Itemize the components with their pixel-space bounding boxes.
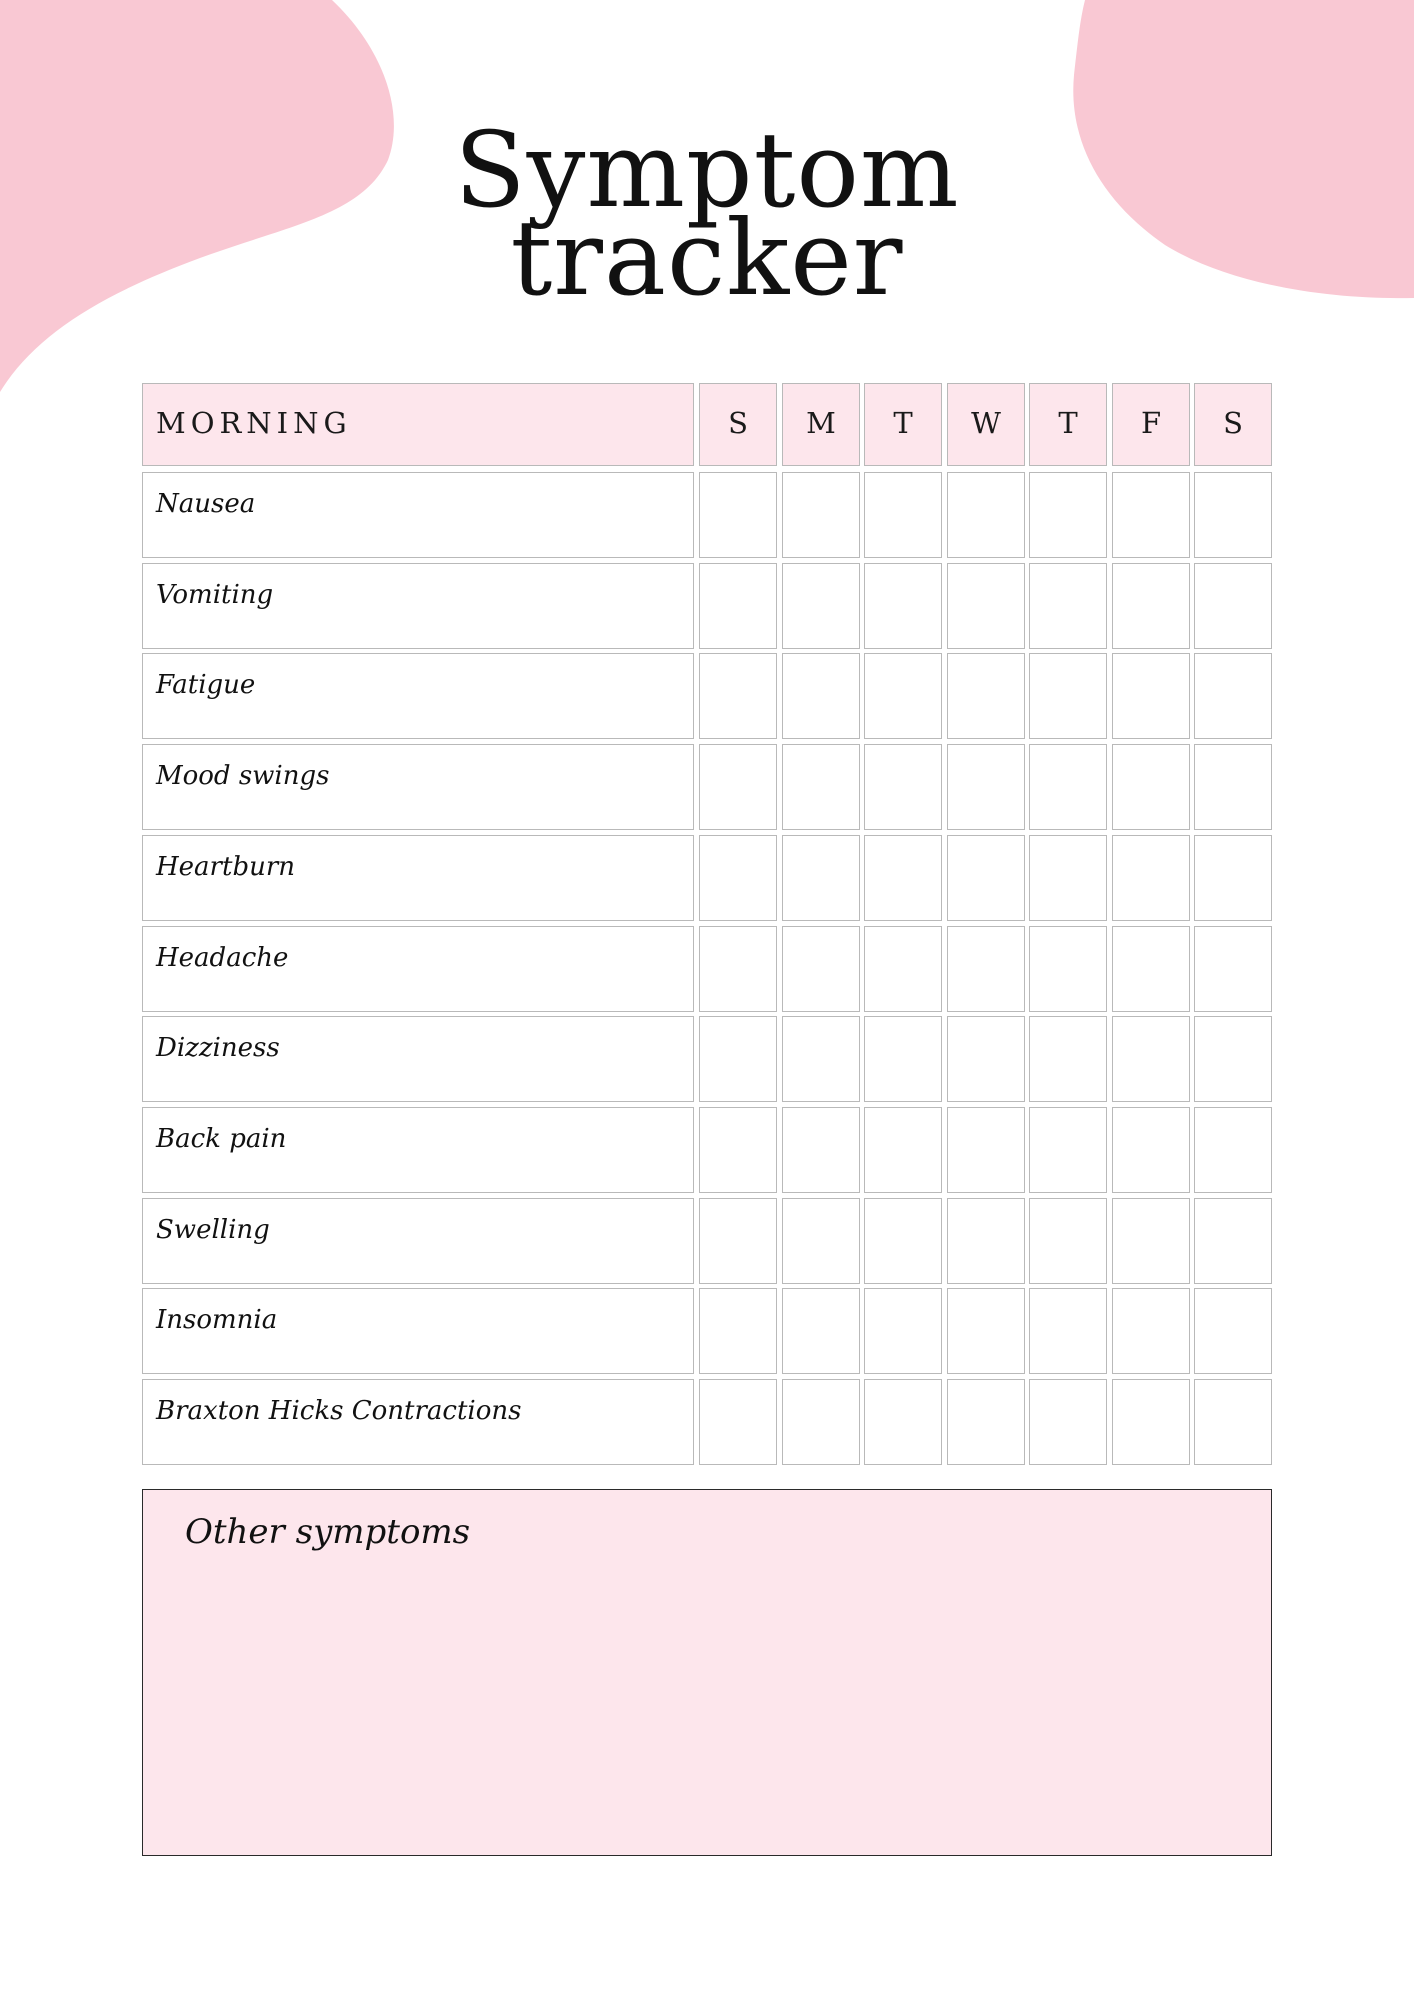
symptom-check-cell[interactable] [947, 1107, 1025, 1193]
symptom-check-cell[interactable] [1194, 1288, 1272, 1374]
symptom-check-cell[interactable] [1194, 563, 1272, 649]
symptom-check-cell[interactable] [864, 1379, 942, 1465]
symptom-check-cell[interactable] [1029, 1016, 1107, 1102]
symptom-check-cell[interactable] [699, 563, 777, 649]
symptom-check-cell[interactable] [1112, 653, 1190, 739]
symptom-check-cell[interactable] [1194, 1379, 1272, 1465]
symptom-check-cell[interactable] [864, 653, 942, 739]
symptom-check-cell[interactable] [947, 1016, 1025, 1102]
symptom-check-cell[interactable] [699, 744, 777, 830]
day-header-label: T [1058, 406, 1078, 440]
symptom-label-cell [142, 744, 694, 830]
symptom-check-cell[interactable] [947, 653, 1025, 739]
other-symptoms-box[interactable] [142, 1489, 1272, 1856]
day-header-label: W [971, 406, 1001, 440]
symptom-check-cell[interactable] [1194, 1107, 1272, 1193]
day-header-cell [1112, 383, 1190, 466]
symptom-label: Braxton Hicks Contractions [156, 1396, 522, 1426]
symptom-check-cell[interactable] [699, 1107, 777, 1193]
symptom-check-cell[interactable] [1029, 744, 1107, 830]
symptom-label: Heartburn [156, 852, 296, 882]
symptom-label-cell [142, 1016, 694, 1102]
day-header-cell [1029, 383, 1107, 466]
header-morning-label: MORNING [156, 406, 352, 440]
other-symptoms-label: Other symptoms [185, 1512, 471, 1552]
symptom-check-cell[interactable] [1029, 653, 1107, 739]
symptom-check-cell[interactable] [782, 744, 860, 830]
page-title-line-1: Symptom [454, 109, 960, 231]
page-title-line-2: tracker [510, 197, 904, 319]
symptom-check-cell[interactable] [1029, 1107, 1107, 1193]
symptom-check-cell[interactable] [947, 1288, 1025, 1374]
symptom-label: Vomiting [156, 580, 274, 610]
symptom-check-cell[interactable] [947, 563, 1025, 649]
symptom-check-cell[interactable] [699, 1198, 777, 1284]
symptom-check-cell[interactable] [1194, 926, 1272, 1012]
symptom-check-cell[interactable] [864, 926, 942, 1012]
symptom-label-cell [142, 1379, 694, 1465]
symptom-check-cell[interactable] [782, 926, 860, 1012]
symptom-check-cell[interactable] [864, 835, 942, 921]
symptom-check-cell[interactable] [1194, 1016, 1272, 1102]
symptom-check-cell[interactable] [1029, 835, 1107, 921]
symptom-check-cell[interactable] [782, 1198, 860, 1284]
symptom-check-cell[interactable] [699, 926, 777, 1012]
symptom-check-cell[interactable] [699, 472, 777, 558]
symptom-check-cell[interactable] [1194, 1198, 1272, 1284]
symptom-check-cell[interactable] [947, 1198, 1025, 1284]
symptom-label-cell [142, 1288, 694, 1374]
symptom-check-cell[interactable] [1112, 1016, 1190, 1102]
symptom-check-cell[interactable] [1029, 1198, 1107, 1284]
symptom-label: Dizziness [156, 1033, 280, 1063]
symptom-check-cell[interactable] [864, 1288, 942, 1374]
symptom-check-cell[interactable] [699, 1288, 777, 1374]
symptom-check-cell[interactable] [1112, 1198, 1190, 1284]
symptom-check-cell[interactable] [699, 835, 777, 921]
day-header-label: F [1140, 406, 1162, 440]
symptom-check-cell[interactable] [1029, 926, 1107, 1012]
symptom-check-cell[interactable] [864, 563, 942, 649]
symptom-check-cell[interactable] [1112, 926, 1190, 1012]
symptom-label-cell [142, 563, 694, 649]
symptom-check-cell[interactable] [864, 1107, 942, 1193]
symptom-check-cell[interactable] [947, 744, 1025, 830]
symptom-check-cell[interactable] [782, 1288, 860, 1374]
symptom-label-cell [142, 835, 694, 921]
header-morning-cell [142, 383, 694, 466]
symptom-check-cell[interactable] [1194, 835, 1272, 921]
symptom-check-cell[interactable] [1112, 563, 1190, 649]
symptom-check-cell[interactable] [782, 1379, 860, 1465]
symptom-check-cell[interactable] [1112, 472, 1190, 558]
symptom-check-cell[interactable] [947, 472, 1025, 558]
symptom-label: Headache [156, 943, 289, 973]
symptom-label-cell [142, 653, 694, 739]
symptom-check-cell[interactable] [947, 1379, 1025, 1465]
day-header-label: M [806, 406, 836, 440]
day-header-cell [947, 383, 1025, 466]
symptom-check-cell[interactable] [782, 653, 860, 739]
symptom-check-cell[interactable] [782, 835, 860, 921]
symptom-check-cell[interactable] [699, 653, 777, 739]
symptom-check-cell[interactable] [1112, 1107, 1190, 1193]
symptom-check-cell[interactable] [947, 835, 1025, 921]
symptom-check-cell[interactable] [1194, 472, 1272, 558]
symptom-check-cell[interactable] [1029, 563, 1107, 649]
symptom-check-cell[interactable] [1194, 744, 1272, 830]
symptom-check-cell[interactable] [699, 1379, 777, 1465]
symptom-label: Nausea [156, 489, 256, 519]
symptom-check-cell[interactable] [864, 472, 942, 558]
symptom-check-cell[interactable] [1112, 1379, 1190, 1465]
day-header-label: S [1223, 406, 1243, 440]
day-header-cell [1194, 383, 1272, 466]
symptom-check-cell[interactable] [782, 472, 860, 558]
symptom-label: Fatigue [156, 670, 256, 700]
symptom-check-cell[interactable] [782, 1107, 860, 1193]
symptom-check-cell[interactable] [1112, 744, 1190, 830]
day-header-cell [864, 383, 942, 466]
symptom-check-cell[interactable] [1112, 1288, 1190, 1374]
symptom-check-cell[interactable] [864, 1198, 942, 1284]
symptom-label: Swelling [156, 1215, 270, 1245]
symptom-check-cell[interactable] [782, 563, 860, 649]
symptom-label: Mood swings [156, 761, 330, 791]
symptom-label-cell [142, 472, 694, 558]
symptom-check-cell[interactable] [1112, 835, 1190, 921]
symptom-label-cell [142, 926, 694, 1012]
day-header-cell [782, 383, 860, 466]
symptom-label: Insomnia [156, 1305, 278, 1335]
symptom-check-cell[interactable] [699, 1016, 777, 1102]
symptom-check-cell[interactable] [947, 926, 1025, 1012]
symptom-label-cell [142, 1198, 694, 1284]
day-header-label: S [728, 406, 748, 440]
symptom-check-cell[interactable] [864, 744, 942, 830]
day-header-cell [699, 383, 777, 466]
symptom-label: Back pain [156, 1124, 287, 1154]
symptom-label-cell [142, 1107, 694, 1193]
symptom-check-cell[interactable] [1029, 1379, 1107, 1465]
symptom-check-cell[interactable] [782, 1016, 860, 1102]
symptom-check-cell[interactable] [864, 1016, 942, 1102]
symptom-check-cell[interactable] [1029, 472, 1107, 558]
symptom-check-cell[interactable] [1194, 653, 1272, 739]
day-header-label: T [893, 406, 913, 440]
symptom-check-cell[interactable] [1029, 1288, 1107, 1374]
